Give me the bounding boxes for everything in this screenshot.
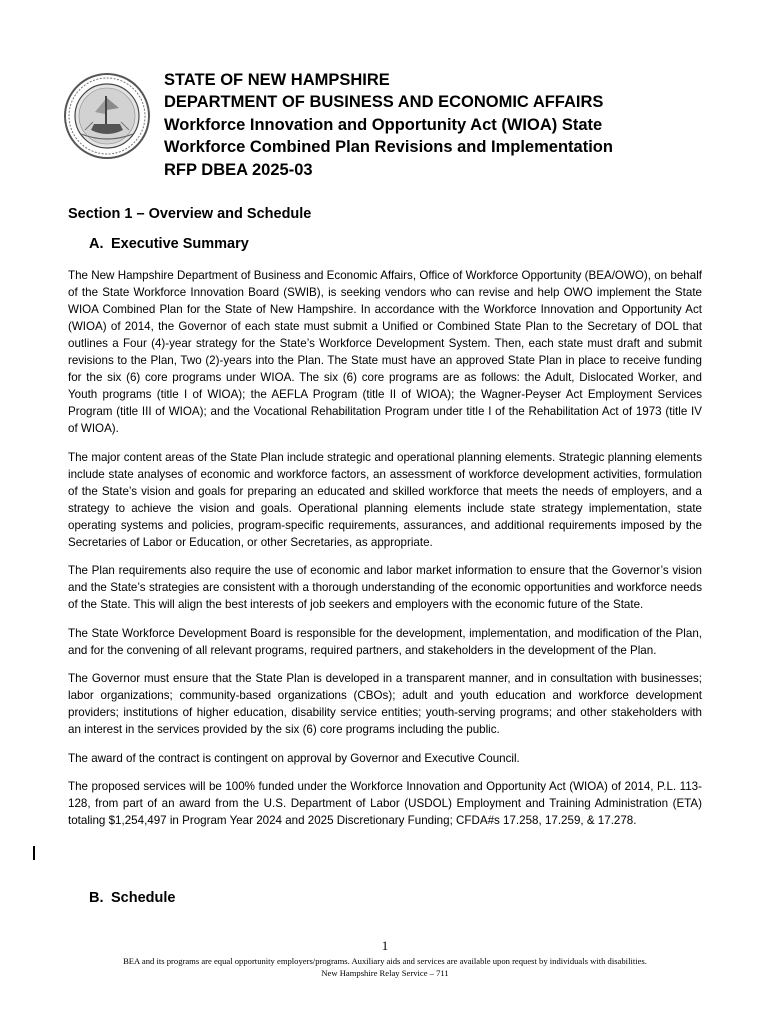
- paragraph: The State Workforce Development Board is responsible for the development, implementation, and modification of the Plan, and for the convening of all relevant programs, required partners, and stakeholders in the development of the Plan.: [68, 626, 702, 657]
- footer-relay-service: New Hampshire Relay Service – 711: [321, 968, 449, 978]
- page-number: 1: [381, 938, 389, 953]
- paragraph: The New Hampshire Department of Business and Economic Affairs, Office of Workforce Opportunity (BEA/OWO), on behalf of the State Workforce Innovation Board (SWIB), is seeking vendors who can revise and help OWO implement the State WIOA Combined Plan for the State of New Hampshire. In accordance with the Workforce Innovation and Opportunity Act (WIOA) of 2014, the Governor of each state must submit a Unified or Combined State Plan to the Secretary of DOL that outlines a Four (4)-year strategy for the State’s Workforce Development System. Then, each state must draft and submit revisions to the Plan, Two (2)-years into the Plan. The State must have an approved State Plan in place to receive funding for the six (6) core programs under WIOA. The six (6) core programs are as follows: the Adult, Dislocated Worker, and Youth programs (title I of WIOA); the AEFLA Program (title II of WIOA); the Wagner-Peyser Act Employment Services Program (title III of WIOA); and the Vocational Rehabilitation Program under title I of the Rehabilitation Act of 1973 (title IV of WIOA).: [68, 269, 702, 435]
- paragraph: The award of the contract is contingent on approval by Governor and Executive Council.: [68, 751, 520, 765]
- header-title-line-2: Workforce Combined Plan Revisions and Implementation: [164, 138, 613, 157]
- subsection-title: Executive Summary: [111, 236, 249, 252]
- header-rfp-number: RFP DBEA 2025-03: [164, 160, 313, 179]
- page-footer: [0, 955, 770, 979]
- state-seal-icon: [63, 72, 151, 160]
- revision-change-bar: [33, 846, 35, 860]
- subsection-letter: B.: [89, 890, 104, 906]
- footer-equal-opportunity-notice: BEA and its programs are equal opportunity employers/programs. Auxiliary aids and services are available upon request by individuals with disabilities.: [123, 956, 647, 966]
- subsection-letter: A.: [89, 236, 104, 252]
- executive-summary-body: [68, 267, 702, 841]
- paragraph: The Plan requirements also require the use of economic and labor market information to ensure that the Governor’s vision and the State’s strategies are consistent with a thorough understanding of the economic opportunities and workforce needs of the State. This will align the best interests of job seekers and employers with the economic future of the State.: [68, 564, 702, 611]
- paragraph: The major content areas of the State Plan include strategic and operational planning elements. Strategic planning elements include state analyses of economic and workforce factors, an assessment of workforce development activities, formulation of the State’s vision and goals for preparing an educated and skilled workforce that meets the needs of employers, and a strategy to achieve the vision and goals. Operational planning elements include state strategy implementation, state operating systems and policies, program-specific requirements, assurances, and additional requirements imposed by the Secretaries of Labor or Education, or other Secretaries, as appropriate.: [68, 450, 702, 549]
- paragraph: The proposed services will be 100% funded under the Workforce Innovation and Opportunity Act (WIOA) of 2014, P.L. 113-128, from part of an award from the U.S. Department of Labor (USDOL) Employment and Training Administration (ETA) totaling $1,254,497 in Program Year 2024 and 2025 Discretionary Funding; CFDA#s 17.258, 17.259, & 17.278.: [68, 780, 702, 827]
- section-title: Section 1 – Overview and Schedule: [68, 206, 312, 222]
- subsection-title: Schedule: [111, 890, 176, 906]
- document-header: [164, 69, 724, 181]
- subsection-heading-executive-summary: [89, 236, 249, 252]
- state-seal-image: [63, 72, 151, 160]
- subsection-heading-schedule: [89, 890, 175, 906]
- paragraph: The Governor must ensure that the State Plan is developed in a transparent manner, and in consultation with businesses; labor organizations; community-based organizations (CBOs); adult and youth education and workforce development providers; institutions of higher education, disability service entities; youth-serving programs; and other stakeholders with an interest in the services provided by the six (6) core programs including the public.: [68, 672, 702, 736]
- header-title-line-1: Workforce Innovation and Opportunity Act (WIOA) State: [164, 115, 603, 134]
- header-department: DEPARTMENT OF BUSINESS AND ECONOMIC AFFAIRS: [164, 93, 604, 112]
- header-state-name: STATE OF NEW HAMPSHIRE: [164, 71, 390, 89]
